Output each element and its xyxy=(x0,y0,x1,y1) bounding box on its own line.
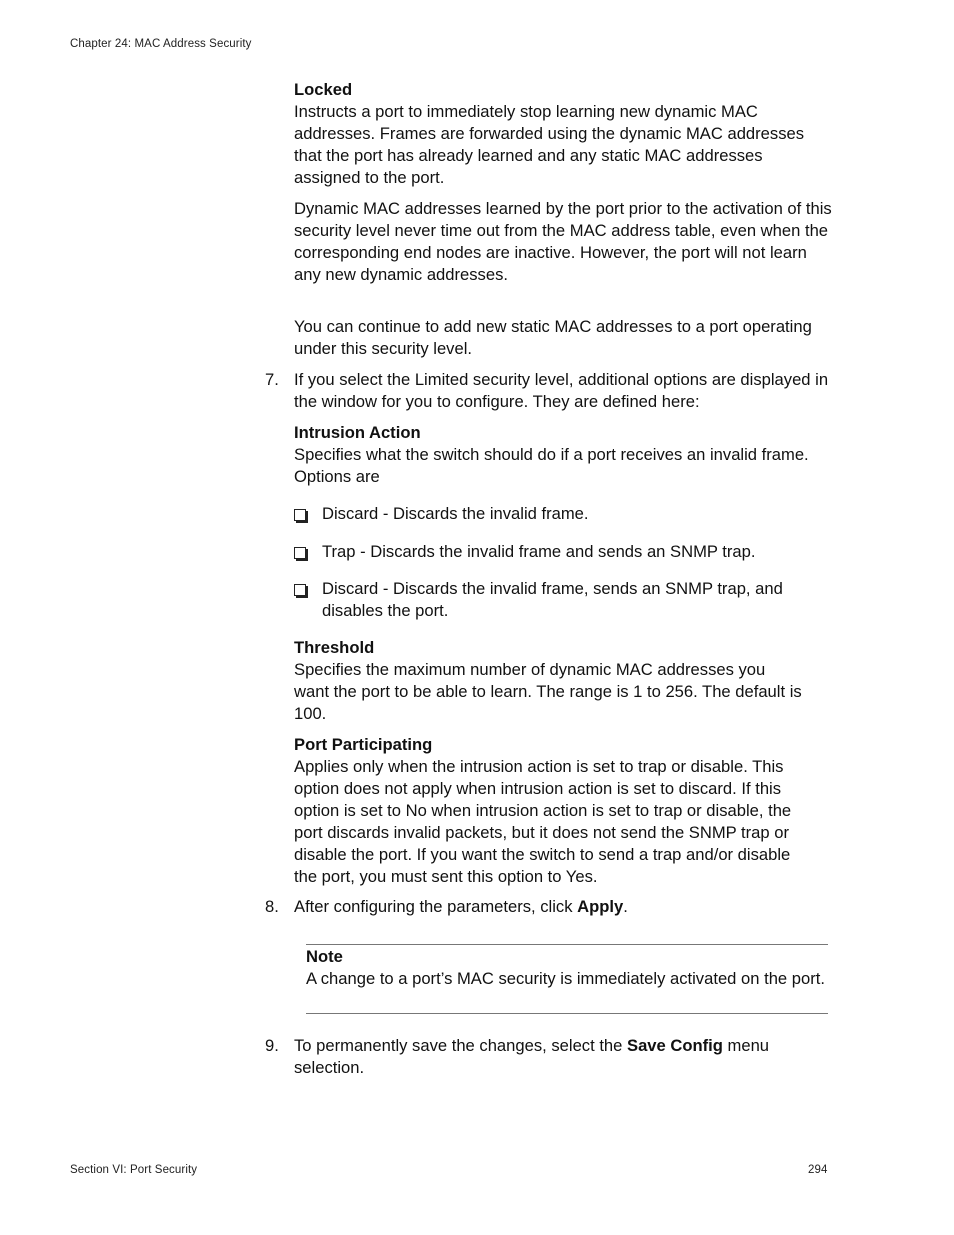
step-number: 7. xyxy=(265,370,279,389)
option-text: Discard - Discards the invalid frame, sends an SNMP trap, and disables the port. xyxy=(322,579,783,620)
step-text: If you select the Limited security level, additional options are displayed in the window for you to configure. They are defined here: xyxy=(294,370,829,411)
step-number: 8. xyxy=(265,897,279,916)
note-text: A change to a port’s MAC security is immediately activated on the port. xyxy=(306,969,825,988)
option-text: Trap - Discards the invalid frame and sends an SNMP trap. xyxy=(322,542,756,561)
term-intrusion-action: Intrusion Action xyxy=(294,423,421,442)
locked-paragraph-3: You can continue to add new static MAC addresses to a port operating under this security level. xyxy=(294,317,812,358)
threshold-section xyxy=(294,637,804,725)
threshold-description: Specifies the maximum number of dynamic MAC addresses you want the port to be able to learn. The range is 1 to 256. The default is 100. xyxy=(294,660,802,723)
page-number: 294 xyxy=(808,1164,828,1176)
locked-section xyxy=(294,79,832,189)
note-box xyxy=(306,944,828,1014)
save-config-keyword: Save Config xyxy=(627,1036,723,1055)
term-locked: Locked xyxy=(294,80,353,99)
intrusion-action-section xyxy=(294,422,832,488)
checkbox-bullet-icon xyxy=(294,584,306,596)
note-title: Note xyxy=(306,947,343,966)
port-participating-description: Applies only when the intrusion action is set to trap or disable. This option does not apply when intrusion action is set to discard. If this option is set to No when intrusion action is set to trap or disable, the port discards invalid packets, but it does not send the SNMP trap or disable the port. If you want the switch to send a trap and/or disable the port, you must sent this option to Yes. xyxy=(294,757,792,886)
step-text-part: After configuring the parameters, click xyxy=(294,897,578,916)
checkbox-bullet-icon xyxy=(294,547,306,559)
step-text xyxy=(294,896,832,918)
term-threshold: Threshold xyxy=(294,638,375,657)
step-text-part: To permanently save the changes, select the xyxy=(294,1036,627,1055)
port-participating-section xyxy=(294,734,804,888)
step-text xyxy=(294,1035,832,1079)
term-port-participating: Port Participating xyxy=(294,735,433,754)
locked-paragraph-2: Dynamic MAC addresses learned by the port prior to the activation of this security level never time out from the MAC address table, even when the corresponding end nodes are inactive. However, the port will not learn any new dynamic addresses. xyxy=(294,199,832,284)
option-text: Discard - Discards the invalid frame. xyxy=(322,504,589,523)
locked-description: Instructs a port to immediately stop learning new dynamic MAC addresses. Frames are forwarded using the dynamic MAC addresses that the port has already learned and any static MAC addresses assigned to the port. xyxy=(294,102,805,187)
step-text-part: . xyxy=(623,897,628,916)
step-text-part: menu selection. xyxy=(294,1036,770,1077)
step-number: 9. xyxy=(265,1036,279,1055)
intrusion-action-description: Specifies what the switch should do if a port receives an invalid frame. Options are xyxy=(294,445,809,486)
apply-keyword: Apply xyxy=(577,897,624,916)
running-footer-section: Section VI: Port Security xyxy=(70,1164,198,1176)
checkbox-bullet-icon xyxy=(294,509,306,521)
running-header: Chapter 24: MAC Address Security xyxy=(70,38,252,50)
